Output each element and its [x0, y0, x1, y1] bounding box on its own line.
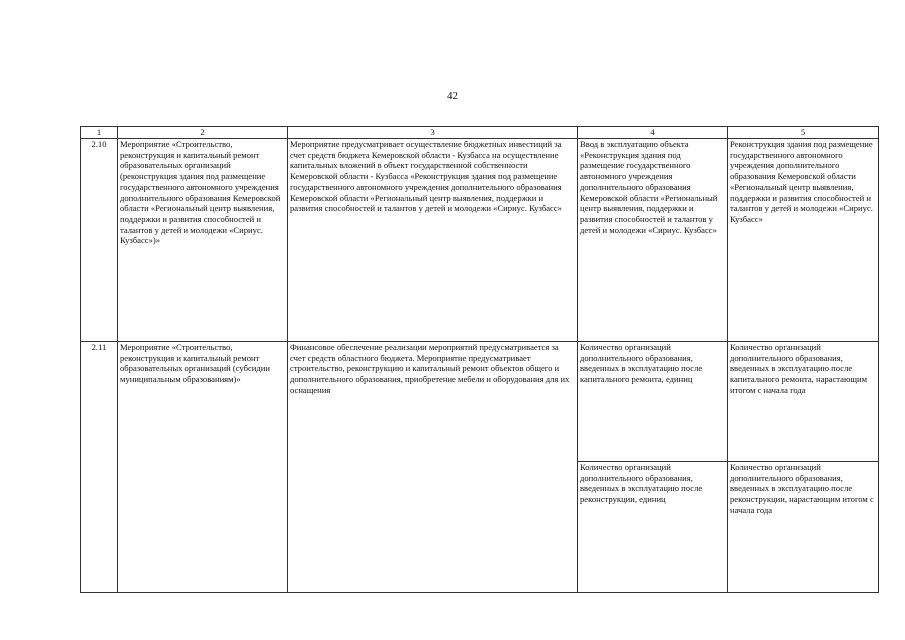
event-description-cell: Финансовое обеспечение реализации мероприятий предусматривается за счет средств областного бюджета. Мероприятие предусматривает строительство, реконструкцию и капитальный ремонт объектов общего и дополнительного образования, приобретение мебели и оборудования для их оснащения — [288, 342, 578, 593]
event-name-cell: Мероприятие «Строительство, реконструкция и капитальный ремонт образовательных организаций (субсидии муниципальным образованиям)» — [118, 342, 288, 593]
event-name-cell: Мероприятие «Строительство, реконструкция и капитальный ремонт образовательных организаций (реконструкция здания под размещение государственного автономного учреждения дополнительного образования Кемеровской области «Региональный центр выявления, поддержки и развития способностей и талантов у детей и молодежи «Сириус. Кузбасс»)» — [118, 139, 288, 342]
header-col-4: 4 — [578, 127, 728, 139]
header-col-1: 1 — [81, 127, 118, 139]
page-number: 42 — [447, 90, 458, 102]
header-row — [81, 127, 879, 139]
header-col-5: 5 — [728, 127, 879, 139]
indicator-cell: Количество организаций дополнительного образования, введенных в эксплуатацию после капитального ремонта, единиц — [578, 342, 728, 462]
table-row — [81, 139, 879, 342]
header-col-2: 2 — [118, 127, 288, 139]
program-events-table — [80, 126, 879, 593]
calculation-method-cell: Количество организаций дополнительного образования, введенных в эксплуатацию после капитального ремонта, нарастающим итогом с начала года — [728, 342, 879, 462]
table-row — [81, 342, 879, 462]
row-number: 2.11 — [81, 342, 118, 593]
row-number: 2.10 — [81, 139, 118, 342]
event-description-cell: Мероприятие предусматривает осуществление бюджетных инвестиций за счет средств бюджета Кемеровской области - Кузбасса на осуществление капитальных вложений в объект государственной собственности Кемеровской области - Кузбасса «Реконструкция здания под размещение государственного автономного учреждения дополнительного образования Кемеровской области «Региональный центр выявления, поддержки и развития способностей и талантов у детей и молодежи «Сириус. Кузбасс» — [288, 139, 578, 342]
indicator-cell: Количество организаций дополнительного образования, введенных в эксплуатацию после реконструкции, единиц — [578, 462, 728, 593]
calculation-method-cell: Количество организаций дополнительного образования, введенных в эксплуатацию после реконструкции, нарастающим итогом с начала года — [728, 462, 879, 593]
calculation-method-cell: Реконструкция здания под размещение государственного автономного учреждения дополнительного образования Кемеровской области «Региональный центр выявления, поддержки и развития способностей и талантов у детей и молодежи «Сириус. Кузбасс» — [728, 139, 879, 342]
indicator-cell: Ввод в эксплуатацию объекта «Реконструкция здания под размещение государственного автономного учреждения дополнительного образования Кемеровской области «Региональный центр выявления, поддержки и развития способностей и талантов у детей и молодежи «Сириус. Кузбасс» — [578, 139, 728, 342]
header-col-3: 3 — [288, 127, 578, 139]
